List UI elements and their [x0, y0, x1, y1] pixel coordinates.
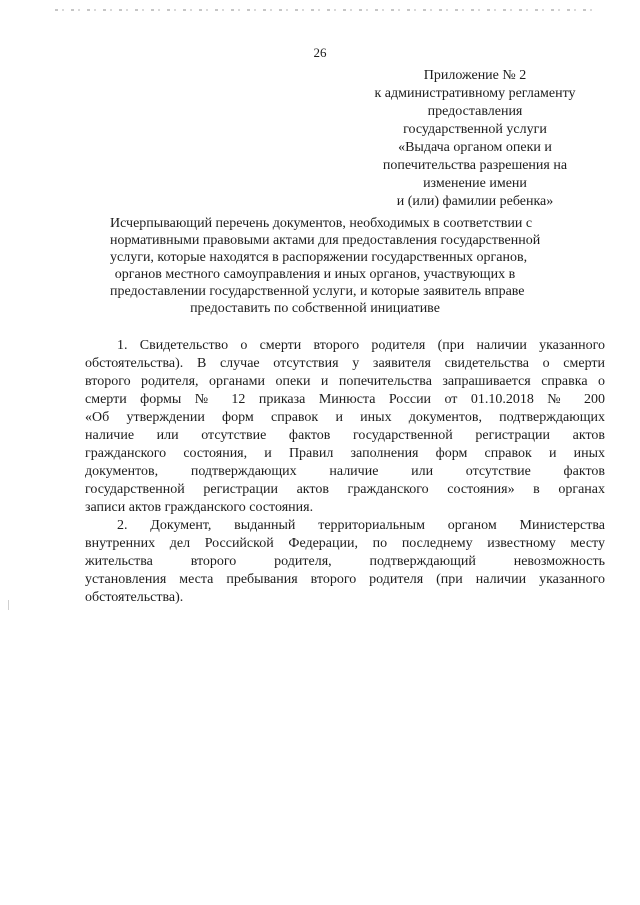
paragraph-line: второго родителя, органами опеки и попечительства запрашивается справка о	[85, 374, 605, 389]
scan-artifact-left	[8, 600, 9, 610]
paragraph-line: документов, подтверждающих наличие или отсутствие фактов	[85, 464, 605, 479]
appendix-line: Приложение № 2	[423, 68, 527, 83]
appendix-line: «Выдача органом опеки и	[398, 140, 552, 155]
document-body	[85, 337, 605, 607]
title-line: органов местного самоуправления и иных органов, участвующих в	[114, 267, 516, 282]
paragraph-line: обстоятельства).	[85, 590, 184, 605]
document-title	[110, 215, 541, 317]
paragraph-line: 1. Свидетельство о смерти второго родителя (при наличии указанного	[117, 338, 605, 353]
paragraph-line: наличие или отсутствие фактов государственной регистрации актов	[85, 428, 605, 443]
appendix-line: попечительства разрешения на	[382, 158, 568, 173]
paragraph-line: «Об утверждении форм справок и иных документов, подтверждающих	[85, 410, 605, 425]
title-line: Исчерпывающий перечень документов, необходимых в соответствии с	[110, 216, 533, 231]
title-line: предоставить по собственной инициативе	[190, 301, 440, 316]
appendix-header	[340, 67, 610, 211]
scan-artifact-top	[55, 9, 595, 11]
title-line: предоставлении государственной услуги, и которые заявитель вправе	[110, 284, 525, 299]
paragraph-line: записи актов гражданского состояния.	[85, 500, 314, 515]
paragraph-1	[85, 337, 605, 517]
paragraph-line: установления места пребывания второго родителя (при наличии указанного	[85, 572, 605, 587]
title-line: услуги, которые находятся в распоряжении государственных органов,	[110, 250, 528, 265]
paragraph-line: обстоятельства). В случае отсутствия у заявителя свидетельства о смерти	[85, 356, 605, 371]
paragraph-line: гражданского состояния, и Правил заполнения форм справок и иных	[85, 446, 605, 461]
paragraph-line: жительства второго родителя, подтверждающий невозможность	[85, 554, 605, 569]
paragraph-2	[85, 517, 605, 607]
appendix-line: к административному регламенту	[374, 86, 576, 101]
appendix-line: и (или) фамилии ребенка»	[396, 194, 554, 209]
appendix-line: предоставления	[427, 104, 523, 119]
title-line: нормативными правовыми актами для предоставления государственной	[110, 233, 541, 248]
paragraph-line: смерти формы № 12 приказа Минюста России от 01.10.2018 № 200	[85, 392, 605, 407]
paragraph-line: внутренних дел Российской Федерации, по последнему известному месту	[85, 536, 605, 551]
paragraph-line: государственной регистрации актов гражданского состояния» в органах	[85, 482, 605, 497]
appendix-line: изменение имени	[423, 176, 527, 191]
page-number: 26	[313, 45, 327, 60]
appendix-line: государственной услуги	[403, 122, 547, 137]
paragraph-line: 2. Документ, выданный территориальным органом Министерства	[117, 518, 605, 533]
